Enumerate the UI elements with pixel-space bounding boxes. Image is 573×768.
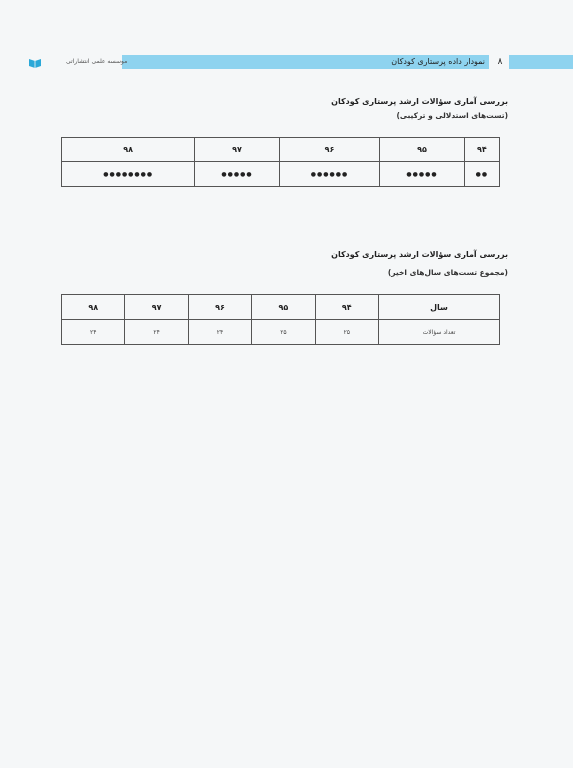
question-count-label: تعداد سؤالات: [379, 320, 500, 345]
section1-title: بررسی آماری سؤالات ارشد پرستاری کودکان: [331, 97, 508, 106]
year-header: ۹۷: [125, 295, 188, 320]
year-header: ۹۸: [62, 138, 195, 162]
year-header: ۹۶: [279, 138, 380, 162]
year-header: ۹۴: [464, 138, 499, 162]
dot-count-cell: ●●●●●●: [279, 162, 380, 187]
table-row: [62, 162, 500, 187]
year-row-header: سال: [379, 295, 500, 320]
year-header: ۹۵: [380, 138, 464, 162]
question-count-cell: ۲۴: [188, 320, 251, 345]
year-header: ۹۷: [195, 138, 279, 162]
book-title: نمودار داده پرستاری کودکان: [391, 57, 485, 66]
question-count-cell: ۲۵: [315, 320, 378, 345]
section2-subtitle: (مجموع تست‌های سال‌های اخیر): [387, 268, 508, 277]
header-right-bar: [509, 55, 573, 69]
year-header: ۹۶: [188, 295, 251, 320]
reasoning-tests-table: [61, 137, 500, 187]
section2-title: بررسی آماری سؤالات ارشد پرستاری کودکان: [331, 250, 508, 259]
section1-subtitle: (تست‌های استدلالی و ترکیبی): [396, 111, 508, 120]
question-count-cell: ۲۴: [125, 320, 188, 345]
table-header-row: [62, 295, 500, 320]
table-row: [62, 320, 500, 345]
dot-count-cell: ●●●●●●●●: [62, 162, 195, 187]
recent-years-table: [61, 294, 500, 345]
year-header: ۹۸: [62, 295, 125, 320]
year-header: ۹۵: [252, 295, 315, 320]
question-count-cell: ۲۴: [62, 320, 125, 345]
question-count-cell: ۲۵: [252, 320, 315, 345]
dot-count-cell: ●●●●●: [380, 162, 464, 187]
dot-count-cell: ●●: [464, 162, 499, 187]
book-logo-icon: [28, 55, 42, 69]
publisher-name: موسسه علمی انتشاراتی: [66, 58, 128, 65]
dot-count-cell: ●●●●●: [195, 162, 279, 187]
year-header: ۹۴: [315, 295, 378, 320]
table-header-row: [62, 138, 500, 162]
page-number: ۸: [497, 57, 503, 67]
page-header: [0, 55, 573, 69]
